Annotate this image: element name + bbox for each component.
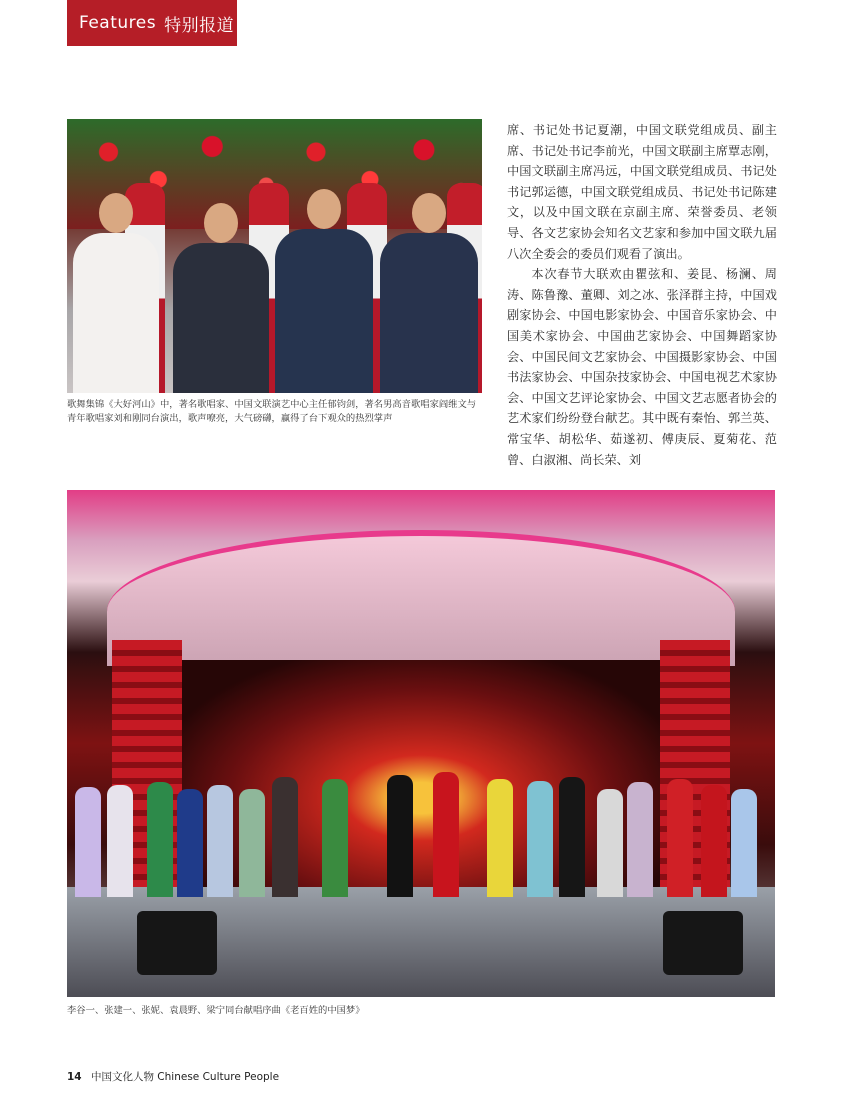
performer-figure — [207, 785, 233, 897]
performer-figure — [527, 781, 553, 897]
section-label-en: Features — [79, 13, 157, 33]
performer-figure — [487, 779, 513, 897]
section-label-zh: 特别报道 — [164, 15, 235, 36]
performer-figure — [147, 782, 173, 897]
page-number: 14 — [67, 1071, 82, 1083]
stage-speaker — [137, 911, 217, 975]
performer-figure — [107, 785, 133, 897]
photo1-caption: 歌舞集锦《大好河山》中，著名歌唱家、中国文联演艺中心主任郁钧剑，著名男高音歌唱家阎维文与青年歌唱家刘和刚同台演出，歌声嘹亮，大气磅礴，赢得了台下观众的热烈掌声 — [67, 399, 477, 424]
singer-figure — [380, 233, 478, 393]
performer-figure — [597, 789, 623, 897]
performer-figure — [387, 775, 413, 897]
article-paragraph: 本次春节大联欢由瞿弦和、姜昆、杨澜、周涛、陈鲁豫、董卿、刘之冰、张泽群主持，中国戏剧家协会、中国电影家协会、中国音乐家协会、中国美术家协会、中国曲艺家协会、中国舞蹈家协会、中国民间文艺家协会、中国摄影家协会、中国书法家协会、中国杂技家协会、中国电视艺术家协会、中国文艺评论家协会、中国文艺志愿者协会的艺术家们纷纷登台献艺。其中既有秦怡、郭兰英、常宝华、胡松华、茹遂初、傅庚辰、夏菊花、范曾、白淑湘、尚长荣、刘 — [507, 267, 777, 467]
photo2-caption: 李谷一、张建一、张妮、袁晨野、梁宁同台献唱序曲《老百姓的中国梦》 — [67, 1005, 365, 1016]
performer-figure — [75, 787, 101, 897]
performer-figure — [322, 779, 348, 897]
singer-figure — [275, 229, 373, 393]
ceiling-arch — [107, 530, 735, 666]
performer-figure — [701, 785, 727, 897]
publication-name: 中国文化人物 Chinese Culture People — [90, 1071, 280, 1083]
singer-figure — [173, 243, 269, 393]
performer-figure — [433, 772, 459, 897]
page-footer — [67, 1069, 279, 1084]
performer-figure — [559, 777, 585, 897]
performer-figure — [272, 777, 298, 897]
stage-speaker — [663, 911, 743, 975]
section-tab — [67, 0, 237, 46]
performer-figure — [627, 782, 653, 897]
stage-photo — [67, 490, 775, 997]
performer-figure — [177, 789, 203, 897]
article-body — [507, 120, 777, 470]
singers-photo — [67, 119, 482, 393]
performer-figure — [731, 789, 757, 897]
performer-figure — [667, 779, 693, 897]
singer-figure — [73, 233, 159, 393]
article-paragraph: 席、书记处书记夏潮，中国文联党组成员、副主席、书记处书记李前光，中国文联副主席覃志刚，中国文联副主席冯远，中国文联党组成员、书记处书记郭运德，中国文联党组成员、书记处书记陈建文，以及中国文联在京副主席、荣誉委员、老领导、各文艺家协会知名文艺家和参加中国文联九届八次全委会的委员们观看了演出。 — [507, 123, 777, 261]
performer-figure — [239, 789, 265, 897]
